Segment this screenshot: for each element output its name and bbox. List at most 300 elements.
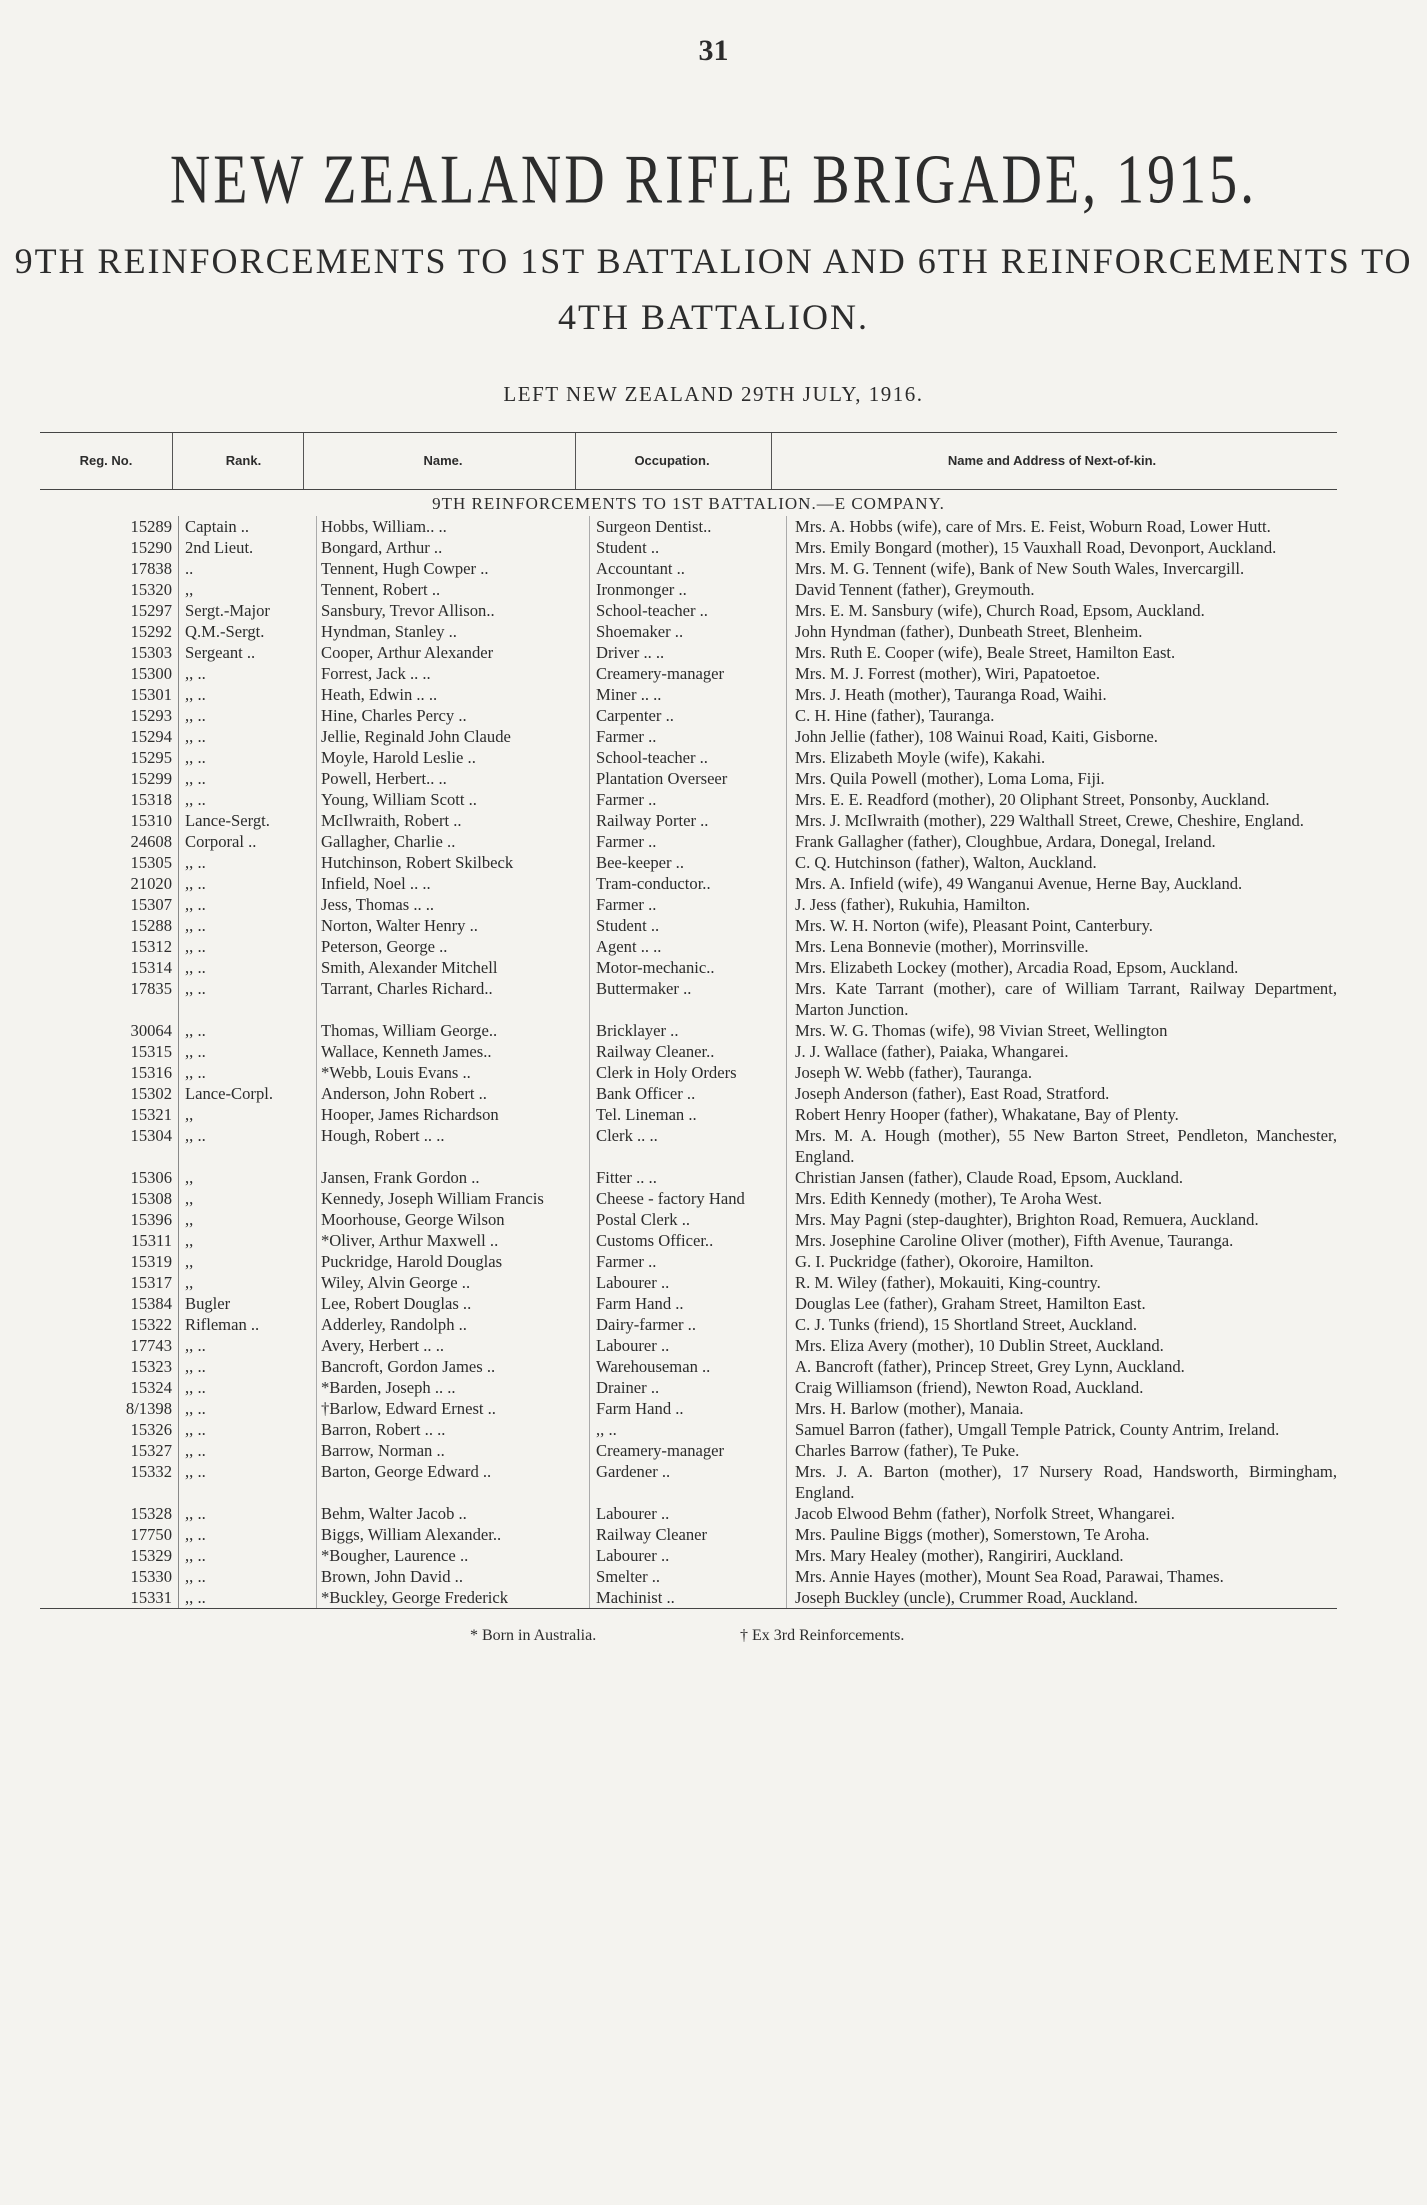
rank-cell: ,, .. [185, 1357, 206, 1376]
name-cell: Hobbs, William.. .. [317, 516, 590, 537]
next-of-kin-cell: Mrs. Elizabeth Lockey (mother), Arcadia Road, Epsom, Auckland. [787, 957, 1338, 978]
next-of-kin-cell: Mrs. J. McIlwraith (mother), 229 Walthall Street, Crewe, Cheshire, England. [787, 810, 1338, 831]
occupation-cell: Machinist .. [590, 1587, 787, 1608]
name-cell: Puckridge, Harold Douglas [317, 1251, 590, 1272]
next-of-kin-cell: Mrs. Josephine Caroline Oliver (mother), Fifth Avenue, Tauranga. [787, 1230, 1338, 1251]
reg-no-cell: 15290 [40, 537, 179, 558]
name-cell: Tennent, Hugh Cowper .. [317, 558, 590, 579]
name-cell: Hine, Charles Percy .. [317, 705, 590, 726]
name-cell: Jess, Thomas .. .. [317, 894, 590, 915]
occupation-cell: Fitter .. .. [590, 1167, 787, 1188]
table-bottom-rule [40, 1608, 1337, 1609]
reg-no-cell: 17838 [40, 558, 179, 579]
name-cell: *Webb, Louis Evans .. [317, 1062, 590, 1083]
table-row [40, 1377, 1337, 1398]
name-cell: Sansbury, Trevor Allison.. [317, 600, 590, 621]
next-of-kin-cell: Mrs. A. Hobbs (wife), care of Mrs. E. Feist, Woburn Road, Lower Hutt. [787, 516, 1338, 537]
table-row [40, 579, 1337, 600]
page-title: NEW ZEALAND RIFLE BRIGADE, 1915. [169, 141, 1258, 219]
rank-cell: ,, [185, 1231, 194, 1250]
occupation-cell: Railway Cleaner.. [590, 1041, 787, 1062]
name-cell: Hutchinson, Robert Skilbeck [317, 852, 590, 873]
table-row [40, 600, 1337, 621]
next-of-kin-cell: C. Q. Hutchinson (father), Walton, Auckland. [787, 852, 1338, 873]
occupation-cell: Gardener .. [590, 1461, 787, 1503]
name-cell: Smith, Alexander Mitchell [317, 957, 590, 978]
rank-cell: ,, .. [185, 979, 206, 998]
name-cell: Forrest, Jack .. .. [317, 663, 590, 684]
reg-no-cell: 15307 [40, 894, 179, 915]
name-cell: Kennedy, Joseph William Francis [317, 1188, 590, 1209]
reg-no-cell: 15317 [40, 1272, 179, 1293]
reg-no-cell: 15288 [40, 915, 179, 936]
table-row [40, 1041, 1337, 1062]
next-of-kin-cell: R. M. Wiley (father), Mokauiti, King-country. [787, 1272, 1338, 1293]
reg-no-cell: 15302 [40, 1083, 179, 1104]
name-cell: Norton, Walter Henry .. [317, 915, 590, 936]
table-row [40, 747, 1337, 768]
departure-date: LEFT NEW ZEALAND 29TH JULY, 1916. [503, 382, 924, 406]
rank-cell: ,, .. [185, 853, 206, 872]
next-of-kin-cell: Mrs. Lena Bonnevie (mother), Morrinsville. [787, 936, 1338, 957]
reg-no-cell: 15308 [40, 1188, 179, 1209]
page-number: 31 [698, 34, 729, 67]
occupation-cell: Student .. [590, 537, 787, 558]
next-of-kin-cell: Mrs. Elizabeth Moyle (wife), Kakahi. [787, 747, 1338, 768]
occupation-cell: Bricklayer .. [590, 1020, 787, 1041]
next-of-kin-cell: C. H. Hine (father), Tauranga. [787, 705, 1338, 726]
occupation-cell: Drainer .. [590, 1377, 787, 1398]
next-of-kin-cell: Mrs. Mary Healey (mother), Rangiriri, Auckland. [787, 1545, 1338, 1566]
next-of-kin-cell: Craig Williamson (friend), Newton Road, Auckland. [787, 1377, 1338, 1398]
table-row [40, 1503, 1337, 1524]
header-name: Name. [423, 453, 463, 468]
next-of-kin-cell: Mrs. Ruth E. Cooper (wife), Beale Street, Hamilton East. [787, 642, 1338, 663]
occupation-cell: Plantation Overseer [590, 768, 787, 789]
rank-cell: ,, .. [185, 1441, 206, 1460]
rank-cell: ,, .. [185, 1567, 206, 1586]
name-cell: Adderley, Randolph .. [317, 1314, 590, 1335]
name-cell: Jansen, Frank Gordon .. [317, 1167, 590, 1188]
name-cell: Tarrant, Charles Richard.. [317, 978, 590, 1020]
name-cell: Hough, Robert .. .. [317, 1125, 590, 1167]
rank-cell: ,, .. [185, 1504, 206, 1523]
rank-cell: ,, .. [185, 874, 206, 893]
rank-cell: 2nd Lieut. [185, 538, 254, 557]
next-of-kin-cell: Mrs. Edith Kennedy (mother), Te Aroha West. [787, 1188, 1338, 1209]
name-cell: Infield, Noel .. .. [317, 873, 590, 894]
table-row [40, 1251, 1337, 1272]
name-cell: Young, William Scott .. [317, 789, 590, 810]
table-row [40, 915, 1337, 936]
header-divider [575, 433, 576, 489]
name-cell: Behm, Walter Jacob .. [317, 1503, 590, 1524]
name-cell: Barton, George Edward .. [317, 1461, 590, 1503]
table-header [40, 433, 1337, 489]
occupation-cell: Buttermaker .. [590, 978, 787, 1020]
next-of-kin-cell: Mrs. Annie Hayes (mother), Mount Sea Road, Parawai, Thames. [787, 1566, 1338, 1587]
rank-cell: ,, .. [185, 1126, 206, 1145]
next-of-kin-cell: Mrs. May Pagni (step-daughter), Brighton Road, Remuera, Auckland. [787, 1209, 1338, 1230]
name-cell: Moyle, Harold Leslie .. [317, 747, 590, 768]
table-row [40, 1230, 1337, 1251]
rank-cell: ,, .. [185, 1525, 206, 1544]
table-row [40, 537, 1337, 558]
occupation-cell: Student .. [590, 915, 787, 936]
rank-cell: ,, [185, 1210, 194, 1229]
reg-no-cell: 15331 [40, 1587, 179, 1608]
occupation-cell: Farmer .. [590, 1251, 787, 1272]
name-cell: Tennent, Robert .. [317, 579, 590, 600]
name-cell: *Bougher, Laurence .. [317, 1545, 590, 1566]
rank-cell: Sergt.-Major [185, 601, 270, 620]
occupation-cell: Farmer .. [590, 789, 787, 810]
name-cell: Wiley, Alvin George .. [317, 1272, 590, 1293]
name-cell: Hooper, James Richardson [317, 1104, 590, 1125]
occupation-cell: Surgeon Dentist.. [590, 516, 787, 537]
header-divider [303, 433, 304, 489]
occupation-cell: Shoemaker .. [590, 621, 787, 642]
next-of-kin-cell: G. I. Puckridge (father), Okoroire, Hamilton. [787, 1251, 1338, 1272]
rank-cell: Sergeant .. [185, 643, 256, 662]
rank-cell: Corporal .. [185, 832, 257, 851]
next-of-kin-cell: Joseph Anderson (father), East Road, Stratford. [787, 1083, 1338, 1104]
reg-no-cell: 15299 [40, 768, 179, 789]
occupation-cell: Bee-keeper .. [590, 852, 787, 873]
reg-no-cell: 30064 [40, 1020, 179, 1041]
rank-cell: ,, .. [185, 1462, 206, 1481]
next-of-kin-cell: Joseph Buckley (uncle), Crummer Road, Auckland. [787, 1587, 1338, 1608]
reg-no-cell: 15330 [40, 1566, 179, 1587]
table-row [40, 1461, 1337, 1503]
header-rank: Rank. [225, 453, 262, 468]
next-of-kin-cell: Mrs. J. A. Barton (mother), 17 Nursery Road, Handsworth, Birmingham, England. [787, 1461, 1338, 1503]
occupation-cell: Labourer .. [590, 1503, 787, 1524]
table-row [40, 684, 1337, 705]
next-of-kin-cell: Jacob Elwood Behm (father), Norfolk Street, Whangarei. [787, 1503, 1338, 1524]
occupation-cell: Driver .. .. [590, 642, 787, 663]
table-row [40, 768, 1337, 789]
occupation-cell: Accountant .. [590, 558, 787, 579]
header-next-of-kin: Name and Address of Next-of-kin. [947, 453, 1157, 468]
table-row [40, 1272, 1337, 1293]
occupation-cell: School-teacher .. [590, 600, 787, 621]
occupation-cell: Farm Hand .. [590, 1293, 787, 1314]
occupation-cell: Postal Clerk .. [590, 1209, 787, 1230]
next-of-kin-cell: Mrs. W. H. Norton (wife), Pleasant Point, Canterbury. [787, 915, 1338, 936]
table-row [40, 663, 1337, 684]
reg-no-cell: 24608 [40, 831, 179, 852]
section-heading: 9TH REINFORCEMENTS TO 1ST BATTALION.—E COMPANY. [432, 494, 945, 513]
rank-cell: ,, .. [185, 727, 206, 746]
reg-no-cell: 15289 [40, 516, 179, 537]
reg-no-cell: 21020 [40, 873, 179, 894]
next-of-kin-cell: Mrs. Pauline Biggs (mother), Somerstown, Te Aroha. [787, 1524, 1338, 1545]
reg-no-cell: 15327 [40, 1440, 179, 1461]
rank-cell: ,, [185, 1189, 194, 1208]
table-row [40, 1335, 1337, 1356]
next-of-kin-cell: Mrs. Quila Powell (mother), Loma Loma, Fiji. [787, 768, 1338, 789]
occupation-cell: Cheese - factory Hand [590, 1188, 787, 1209]
rank-cell: ,, .. [185, 685, 206, 704]
occupation-cell: Bank Officer .. [590, 1083, 787, 1104]
rank-cell: ,, .. [185, 790, 206, 809]
name-cell: *Buckley, George Frederick [317, 1587, 590, 1608]
header-divider [771, 433, 772, 489]
reg-no-cell: 15323 [40, 1356, 179, 1377]
next-of-kin-cell: J. J. Wallace (father), Paiaka, Whangarei. [787, 1041, 1338, 1062]
next-of-kin-cell: Mrs. Emily Bongard (mother), 15 Vauxhall Road, Devonport, Auckland. [787, 537, 1338, 558]
next-of-kin-cell: Samuel Barron (father), Umgall Temple Patrick, County Antrim, Ireland. [787, 1419, 1338, 1440]
next-of-kin-cell: Mrs. W. G. Thomas (wife), 98 Vivian Street, Wellington [787, 1020, 1338, 1041]
table-row [40, 978, 1337, 1020]
next-of-kin-cell: Mrs. M. A. Hough (mother), 55 New Barton Street, Pendleton, Manchester, England. [787, 1125, 1338, 1167]
rank-cell: ,, .. [185, 916, 206, 935]
next-of-kin-cell: Charles Barrow (father), Te Puke. [787, 1440, 1338, 1461]
reg-no-cell: 15332 [40, 1461, 179, 1503]
next-of-kin-cell: Mrs. E. E. Readford (mother), 20 Oliphant Street, Ponsonby, Auckland. [787, 789, 1338, 810]
reg-no-cell: 15305 [40, 852, 179, 873]
table-row [40, 1314, 1337, 1335]
next-of-kin-cell: John Hyndman (father), Dunbeath Street, Blenheim. [787, 621, 1338, 642]
occupation-cell: Clerk .. .. [590, 1125, 787, 1167]
footnote-ex-third-reinforcements: † Ex 3rd Reinforcements. [740, 1627, 905, 1644]
occupation-cell: Clerk in Holy Orders [590, 1062, 787, 1083]
name-cell: Bancroft, Gordon James .. [317, 1356, 590, 1377]
occupation-cell: Railway Porter .. [590, 810, 787, 831]
reg-no-cell: 15292 [40, 621, 179, 642]
next-of-kin-cell: Mrs. Eliza Avery (mother), 10 Dublin Street, Auckland. [787, 1335, 1338, 1356]
name-cell: Hyndman, Stanley .. [317, 621, 590, 642]
reg-no-cell: 15303 [40, 642, 179, 663]
next-of-kin-cell: Joseph W. Webb (father), Tauranga. [787, 1062, 1338, 1083]
name-cell: Jellie, Reginald John Claude [317, 726, 590, 747]
table-row [40, 1356, 1337, 1377]
rank-cell: ,, [185, 1252, 194, 1271]
reg-no-cell: 15328 [40, 1503, 179, 1524]
reg-no-cell: 15384 [40, 1293, 179, 1314]
occupation-cell: Warehouseman .. [590, 1356, 787, 1377]
footnote-born-australia: * Born in Australia. [470, 1627, 597, 1644]
table-row [40, 831, 1337, 852]
reg-no-cell: 15324 [40, 1377, 179, 1398]
next-of-kin-cell: Frank Gallagher (father), Cloughbue, Ardara, Donegal, Ireland. [787, 831, 1338, 852]
reg-no-cell: 15316 [40, 1062, 179, 1083]
table-row [40, 873, 1337, 894]
rank-cell: Lance-Corpl. [185, 1084, 274, 1103]
table-row [40, 516, 1337, 537]
subtitle-line-2: 4TH BATTALION. [557, 297, 870, 337]
reg-no-cell: 15396 [40, 1209, 179, 1230]
occupation-cell: Tel. Lineman .. [590, 1104, 787, 1125]
footnotes [40, 1623, 1337, 1653]
name-cell: Barrow, Norman .. [317, 1440, 590, 1461]
next-of-kin-cell: John Jellie (father), 108 Wainui Road, Kaiti, Gisborne. [787, 726, 1338, 747]
next-of-kin-cell: Mrs. E. M. Sansbury (wife), Church Road, Epsom, Auckland. [787, 600, 1338, 621]
rank-cell: ,, .. [185, 1063, 206, 1082]
reg-no-cell: 15326 [40, 1419, 179, 1440]
name-cell: Biggs, William Alexander.. [317, 1524, 590, 1545]
next-of-kin-cell: Douglas Lee (father), Graham Street, Hamilton East. [787, 1293, 1338, 1314]
table-row [40, 789, 1337, 810]
table-row [40, 1293, 1337, 1314]
reg-no-cell: 15320 [40, 579, 179, 600]
occupation-cell: Agent .. .. [590, 936, 787, 957]
rank-cell: ,, .. [185, 937, 206, 956]
reg-no-cell: 15297 [40, 600, 179, 621]
name-cell: Lee, Robert Douglas .. [317, 1293, 590, 1314]
table-row [40, 642, 1337, 663]
reg-no-cell: 15312 [40, 936, 179, 957]
rank-cell: Captain .. [185, 517, 250, 536]
occupation-cell: Customs Officer.. [590, 1230, 787, 1251]
rank-cell: Q.M.-Sergt. [185, 622, 265, 641]
reg-no-cell: 15295 [40, 747, 179, 768]
occupation-cell: Labourer .. [590, 1335, 787, 1356]
table-row [40, 1104, 1337, 1125]
name-cell: Heath, Edwin .. .. [317, 684, 590, 705]
table-row [40, 1587, 1337, 1608]
next-of-kin-cell: Mrs. Kate Tarrant (mother), care of William Tarrant, Railway Department, Marton Junction. [787, 978, 1338, 1020]
reg-no-cell: 15318 [40, 789, 179, 810]
table-row [40, 1209, 1337, 1230]
occupation-cell: Farmer .. [590, 894, 787, 915]
occupation-cell: Labourer .. [590, 1545, 787, 1566]
occupation-cell: Creamery-manager [590, 663, 787, 684]
table-row [40, 936, 1337, 957]
name-cell: McIlwraith, Robert .. [317, 810, 590, 831]
reg-no-cell: 15311 [40, 1230, 179, 1251]
table-header-rule [40, 489, 1337, 490]
table-row [40, 1419, 1337, 1440]
next-of-kin-cell: Robert Henry Hooper (father), Whakatane, Bay of Plenty. [787, 1104, 1338, 1125]
rank-cell: Bugler [185, 1294, 231, 1313]
table-row [40, 1545, 1337, 1566]
table-row [40, 1083, 1337, 1104]
rank-cell: ,, .. [185, 769, 206, 788]
reg-no-cell: 17835 [40, 978, 179, 1020]
table-row [40, 1398, 1337, 1419]
reg-no-cell: 15329 [40, 1545, 179, 1566]
occupation-cell: Labourer .. [590, 1272, 787, 1293]
name-cell: Gallagher, Charlie .. [317, 831, 590, 852]
occupation-cell: Tram-conductor.. [590, 873, 787, 894]
reg-no-cell: 15310 [40, 810, 179, 831]
table-row [40, 621, 1337, 642]
reg-no-cell: 15306 [40, 1167, 179, 1188]
occupation-cell: Motor-mechanic.. [590, 957, 787, 978]
reg-no-cell: 15301 [40, 684, 179, 705]
name-cell: Avery, Herbert .. .. [317, 1335, 590, 1356]
next-of-kin-cell: Mrs. M. J. Forrest (mother), Wiri, Papatoetoe. [787, 663, 1338, 684]
reg-no-cell: 15319 [40, 1251, 179, 1272]
rank-cell: Rifleman .. [185, 1315, 260, 1334]
next-of-kin-cell: Mrs. J. Heath (mother), Tauranga Road, Waihi. [787, 684, 1338, 705]
name-cell: Powell, Herbert.. .. [317, 768, 590, 789]
table-row [40, 1167, 1337, 1188]
subtitle-line-1: 9TH REINFORCEMENTS TO 1ST BATTALION AND 6TH REINFORCEMENTS TO [14, 241, 1413, 281]
table-row [40, 810, 1337, 831]
rank-cell: ,, .. [185, 748, 206, 767]
table-row [40, 1566, 1337, 1587]
rank-cell: ,, .. [185, 1042, 206, 1061]
name-cell: Brown, John David .. [317, 1566, 590, 1587]
name-cell: Barron, Robert .. .. [317, 1419, 590, 1440]
occupation-cell: Railway Cleaner [590, 1524, 787, 1545]
occupation-cell: Farmer .. [590, 831, 787, 852]
next-of-kin-cell: Mrs. M. G. Tennent (wife), Bank of New South Wales, Invercargill. [787, 558, 1338, 579]
next-of-kin-cell: C. J. Tunks (friend), 15 Shortland Street, Auckland. [787, 1314, 1338, 1335]
table-row [40, 1125, 1337, 1167]
occupation-cell: Miner .. .. [590, 684, 787, 705]
name-cell: †Barlow, Edward Ernest .. [317, 1398, 590, 1419]
reg-no-cell: 15315 [40, 1041, 179, 1062]
rank-cell: ,, .. [185, 1378, 206, 1397]
reg-no-cell: 15314 [40, 957, 179, 978]
rank-cell: ,, .. [185, 664, 206, 683]
next-of-kin-cell: David Tennent (father), Greymouth. [787, 579, 1338, 600]
rank-cell: ,, .. [185, 895, 206, 914]
rank-cell: ,, .. [185, 1546, 206, 1565]
header-occupation: Occupation. [634, 453, 710, 468]
rank-cell: ,, [185, 580, 194, 599]
table-row [40, 558, 1337, 579]
table-row [40, 1188, 1337, 1209]
next-of-kin-cell: Mrs. A. Infield (wife), 49 Wanganui Avenue, Herne Bay, Auckland. [787, 873, 1338, 894]
rank-cell: ,, [185, 1105, 194, 1124]
occupation-cell: Smelter .. [590, 1566, 787, 1587]
rank-cell: .. [185, 559, 194, 578]
rank-cell: ,, .. [185, 958, 206, 977]
rank-cell: ,, .. [185, 1420, 206, 1439]
reg-no-cell: 17750 [40, 1524, 179, 1545]
rank-cell: ,, .. [185, 1399, 206, 1418]
reg-no-cell: 15322 [40, 1314, 179, 1335]
occupation-cell: Farm Hand .. [590, 1398, 787, 1419]
rank-cell: ,, .. [185, 1336, 206, 1355]
rank-cell: ,, .. [185, 706, 206, 725]
name-cell: Wallace, Kenneth James.. [317, 1041, 590, 1062]
occupation-cell: Ironmonger .. [590, 579, 787, 600]
rank-cell: ,, [185, 1168, 194, 1187]
next-of-kin-cell: J. Jess (father), Rukuhia, Hamilton. [787, 894, 1338, 915]
occupation-cell: Creamery-manager [590, 1440, 787, 1461]
rank-cell: ,, [185, 1273, 194, 1292]
reg-no-cell: 15294 [40, 726, 179, 747]
reg-no-cell: 15321 [40, 1104, 179, 1125]
roll-rows [40, 516, 1337, 1608]
table-row [40, 1062, 1337, 1083]
roll-table [40, 432, 1337, 1653]
next-of-kin-cell: Mrs. H. Barlow (mother), Manaia. [787, 1398, 1338, 1419]
occupation-cell: ,, .. [590, 1419, 787, 1440]
name-cell: Cooper, Arthur Alexander [317, 642, 590, 663]
next-of-kin-cell: Christian Jansen (father), Claude Road, Epsom, Auckland. [787, 1167, 1338, 1188]
table-row [40, 1524, 1337, 1545]
table-row [40, 1020, 1337, 1041]
table-row [40, 894, 1337, 915]
occupation-cell: Farmer .. [590, 726, 787, 747]
occupation-cell: Dairy-farmer .. [590, 1314, 787, 1335]
name-cell: Peterson, George .. [317, 936, 590, 957]
table-row [40, 852, 1337, 873]
name-cell: Thomas, William George.. [317, 1020, 590, 1041]
reg-no-cell: 15300 [40, 663, 179, 684]
name-cell: Moorhouse, George Wilson [317, 1209, 590, 1230]
next-of-kin-cell: A. Bancroft (father), Princep Street, Grey Lynn, Auckland. [787, 1356, 1338, 1377]
table-row [40, 1440, 1337, 1461]
name-cell: Anderson, John Robert .. [317, 1083, 590, 1104]
